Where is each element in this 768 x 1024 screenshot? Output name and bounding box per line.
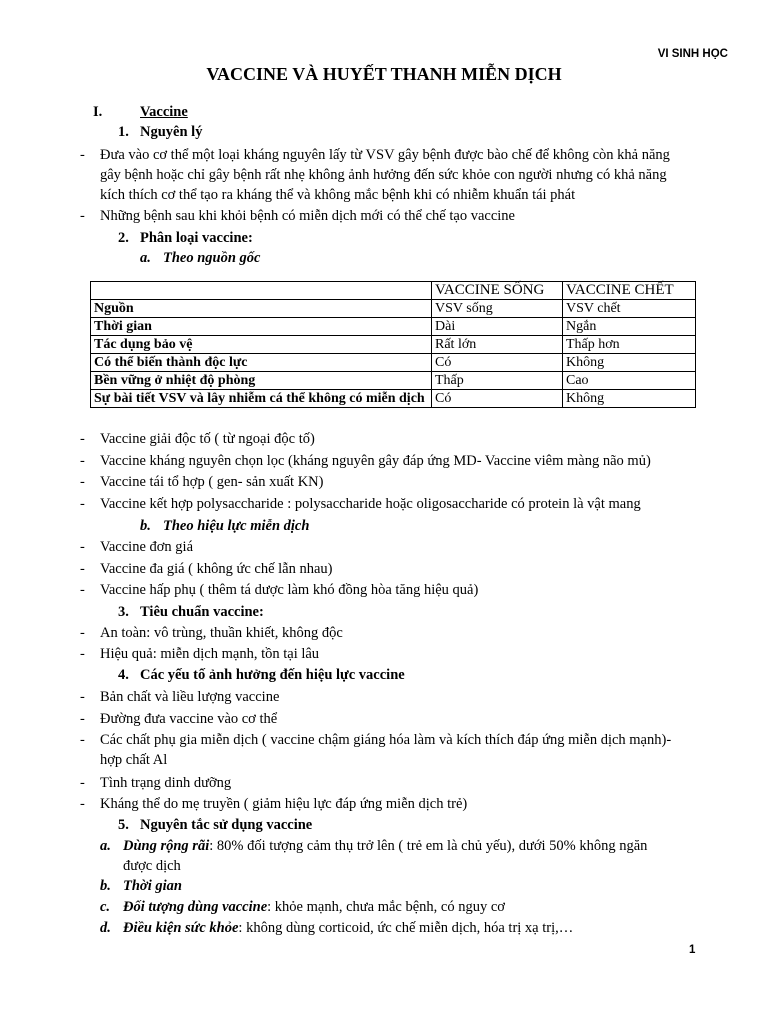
column-header: VACCINE CHẾT (563, 282, 696, 300)
table-row: Nguồn VSV sống VSV chết (91, 300, 696, 318)
table-row: Tác dụng bảo vệ Rất lớn Thấp hơn (91, 336, 696, 354)
table-row: Thời gian Dài Ngắn (91, 318, 696, 336)
table-row: Có thể biến thành độc lực Có Không (91, 354, 696, 372)
section-label: Vaccine (140, 104, 188, 120)
header-label: VI SINH HỌC (657, 48, 728, 60)
table-header-row (91, 282, 696, 300)
vaccine-comparison-table (90, 281, 696, 408)
page-number: 1 (689, 944, 696, 956)
table-row: Sự bài tiết VSV và lây nhiễm cá thể không có miễn dịch Có Không (91, 390, 696, 408)
section-number: I. (93, 104, 103, 120)
column-header: VACCINE SỐNG (432, 282, 563, 300)
table-row: Bền vững ở nhiệt độ phòng Thấp Cao (91, 372, 696, 390)
page-title: VACCINE VÀ HUYẾT THANH MIỄN DỊCH (206, 64, 562, 84)
